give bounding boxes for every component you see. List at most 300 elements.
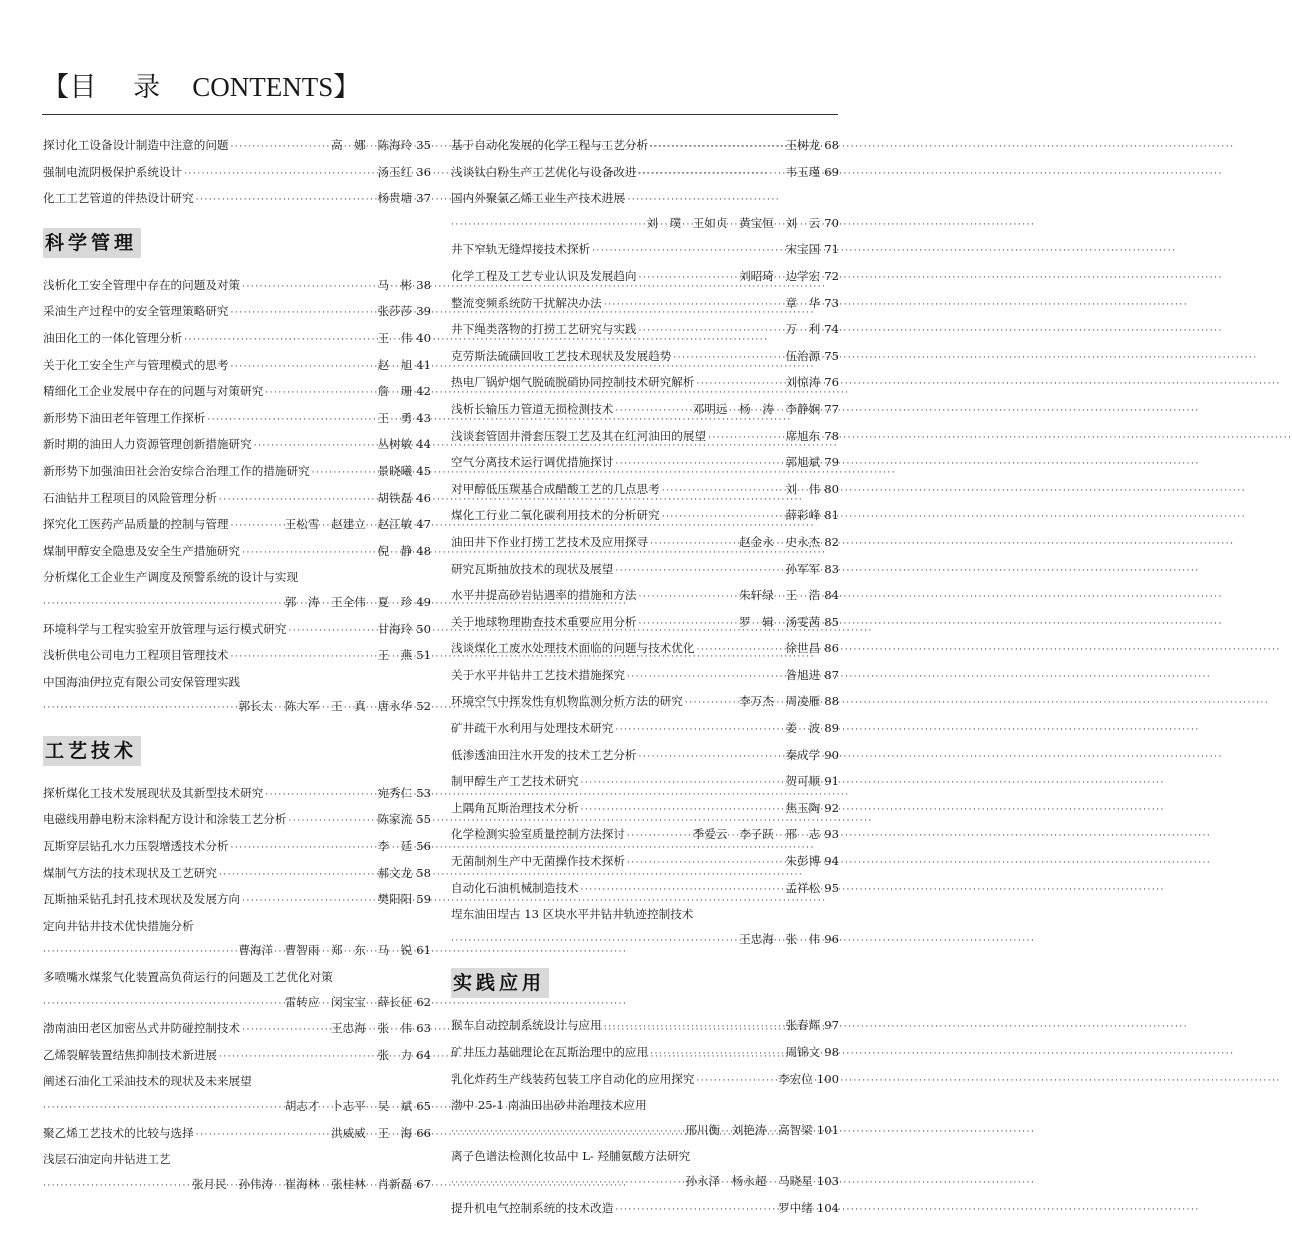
entry-title: 瓦斯穿层钻孔水力压裂增透技术分析	[43, 839, 229, 854]
section-heading: 工艺技术	[43, 736, 141, 766]
entry-authors: 郭旭斌	[785, 455, 821, 470]
entry-page-number: 49	[416, 594, 431, 609]
entry-page-number: 71	[824, 242, 839, 257]
entry-authors: 宋宝国	[785, 242, 821, 257]
toc-entry[interactable]	[43, 617, 431, 644]
entry-authors: 赵 旭	[377, 357, 413, 372]
leader-dots	[184, 328, 375, 353]
entry-title: 无菌制剂生产中无菌操作技术探析	[451, 854, 625, 869]
toc-entry[interactable]	[451, 291, 839, 318]
entry-page-number: 89	[824, 721, 839, 736]
leader-dots	[196, 188, 376, 213]
toc-entry[interactable]	[43, 539, 431, 566]
toc-entry[interactable]	[43, 406, 431, 433]
entry-authors: 王树龙	[785, 138, 821, 152]
entry-title: 浅析长输压力管道无损检测技术	[451, 401, 614, 416]
entry-title: 煤化工行业二氧化碳利用技术的分析研究	[451, 508, 660, 523]
toc-entry[interactable]	[451, 876, 839, 903]
toc-entry[interactable]	[451, 211, 839, 238]
entry-authors: 罗中绪	[778, 1200, 813, 1215]
entry-title: 低渗透油田注水开发的技术工艺分析	[451, 747, 637, 762]
entry-title: 石油钻井工程项目的风险管理分析	[43, 490, 217, 505]
entry-authors: 胡铁磊	[377, 490, 413, 505]
toc-entry[interactable]	[43, 379, 431, 406]
entry-page-number: 90	[824, 747, 839, 762]
entry-page-number: 62	[416, 994, 431, 1009]
toc-entry[interactable]	[43, 807, 431, 834]
toc-entry[interactable]	[451, 636, 839, 663]
header-bracket-close: 】	[333, 72, 361, 103]
entry-title: 关于化工安全生产与管理模式的思考	[43, 357, 229, 372]
toc-entry[interactable]	[43, 1172, 431, 1199]
toc-entry[interactable]	[43, 914, 431, 939]
entry-title: 新形势下加强油田社会治安综合治理工作的措施研究	[43, 463, 310, 478]
toc-entry[interactable]	[43, 1094, 431, 1121]
entry-page-number: 41	[416, 357, 431, 372]
entry-authors: 李宏位	[778, 1071, 813, 1086]
toc-entry[interactable]	[451, 743, 839, 770]
entry-authors: 王忠海 张 伟	[739, 931, 821, 946]
toc-entry[interactable]	[451, 237, 839, 264]
leader-dots	[196, 1123, 329, 1148]
leader-dots	[43, 592, 283, 617]
entry-page-number: 53	[416, 785, 431, 800]
entry-page-number: 84	[824, 588, 839, 603]
entry-authors: 席旭东	[785, 428, 821, 443]
toc-entry[interactable]	[451, 1144, 839, 1169]
toc-entry[interactable]	[43, 1121, 431, 1148]
leader-dots	[650, 135, 783, 160]
entry-page-number: 45	[416, 463, 431, 478]
toc-entry[interactable]	[43, 834, 431, 861]
toc-entry[interactable]	[451, 849, 839, 876]
entry-authors: 洪威威 王 海	[331, 1125, 413, 1140]
leader-dots	[451, 1171, 683, 1196]
entry-page-number: 75	[824, 348, 839, 363]
entry-authors: 刘 璞 王如贞 黄宝恒 刘 云	[646, 215, 821, 230]
entry-page-number: 83	[824, 561, 839, 576]
leader-dots	[265, 783, 375, 808]
toc-entry[interactable]	[451, 1067, 839, 1094]
entry-title: 中国海油伊拉克有限公司安保管理实践	[43, 674, 241, 689]
entry-page-number: 98	[824, 1045, 839, 1059]
leader-dots	[604, 293, 784, 318]
toc-header	[42, 70, 842, 105]
entry-authors: 丛树敏	[377, 437, 413, 452]
leader-dots	[231, 355, 376, 380]
entry-authors: 郭长太 陈大军 王 真 唐永华	[238, 699, 413, 714]
entry-page-number: 96	[824, 931, 839, 946]
toc-entry[interactable]	[451, 503, 839, 530]
entry-page-number: 52	[416, 699, 431, 714]
entry-page-number: 93	[824, 827, 839, 842]
leader-dots	[219, 488, 376, 513]
toc-entry[interactable]	[43, 938, 431, 965]
leader-dots	[312, 461, 376, 486]
leader-dots	[639, 745, 784, 770]
toc-entry[interactable]	[43, 565, 431, 590]
entry-authors: 李 廷	[377, 839, 413, 854]
entry-title: 分析煤化工企业生产调度及预警系统的设计与实现	[43, 570, 299, 585]
toc-entry[interactable]	[451, 583, 839, 610]
entry-title: 探析煤化工技术发展现状及其新型技术研究	[43, 785, 264, 800]
leader-dots	[231, 301, 376, 326]
entry-title: 井下窄轨无缝焊接技术探析	[451, 242, 591, 257]
entry-title: 关于水平井钻井工艺技术措施探究	[451, 667, 625, 682]
entry-authors: 甘海玲	[377, 621, 413, 636]
entry-title: 浅析供电公司电力工程项目管理技术	[43, 648, 229, 663]
toc-entry[interactable]	[451, 160, 839, 187]
leader-dots	[662, 479, 784, 504]
entry-page-number: 72	[824, 268, 839, 283]
leader-dots	[231, 645, 376, 670]
leader-dots	[207, 408, 375, 433]
toc-entry[interactable]	[451, 477, 839, 504]
entry-title: 强制电流阴极保护系统设计	[43, 164, 183, 179]
toc-entry[interactable]	[43, 459, 431, 486]
entry-authors: 张春辉	[785, 1018, 821, 1033]
toc-entry[interactable]	[43, 186, 431, 213]
leader-dots	[662, 505, 784, 530]
leader-dots	[708, 426, 783, 451]
entry-title: 探讨化工设备设计制造中注意的问题	[43, 138, 229, 152]
entry-title: 煤制气方法的技术现状及工艺研究	[43, 865, 217, 880]
leader-dots	[242, 889, 375, 914]
entry-title: 浅谈煤化工废水处理技术面临的问题与技术优化	[451, 641, 695, 656]
leader-dots	[627, 824, 691, 849]
leader-dots	[43, 940, 236, 965]
toc-entry[interactable]	[43, 133, 431, 160]
toc-entry[interactable]	[43, 670, 431, 695]
entry-title: 制甲醇生产工艺技术研究	[451, 774, 579, 789]
toc-entry[interactable]	[451, 689, 839, 716]
entry-authors: 章 华	[785, 295, 821, 310]
entry-title: 新形势下油田老年管理工作探析	[43, 410, 206, 425]
entry-authors: 刘惊涛	[785, 375, 821, 390]
entry-authors: 韦玉瑾	[785, 164, 821, 179]
toc-entry[interactable]	[43, 512, 431, 539]
toc-entry[interactable]	[451, 370, 839, 397]
leader-dots	[265, 381, 375, 406]
toc-entry[interactable]	[451, 557, 839, 584]
leader-dots	[231, 514, 283, 539]
toc-entry[interactable]	[451, 822, 839, 849]
entry-authors: 马 彬	[377, 277, 413, 292]
entry-title: 离子色谱法检测化妆品中 L- 羟脯氨酸方法研究	[451, 1149, 691, 1164]
entry-title: 油田化工的一体化管理分析	[43, 330, 183, 345]
leader-dots	[451, 1120, 683, 1145]
entry-title: 化学检测实验室质量控制方法探讨	[451, 827, 625, 842]
entry-page-number: 46	[416, 490, 431, 505]
toc-entry[interactable]	[451, 1196, 839, 1223]
entry-page-number: 58	[416, 865, 431, 880]
entry-authors: 刘 伟	[785, 481, 821, 496]
entry-title: 矿井压力基础理论在瓦斯治理中的应用	[451, 1045, 649, 1059]
leader-dots	[639, 162, 784, 187]
entry-authors: 徐世昌	[785, 641, 821, 656]
entry-authors: 孟祥松	[785, 880, 821, 895]
entry-page-number: 81	[824, 508, 839, 523]
entry-authors: 宛秀仁	[377, 785, 413, 800]
leader-dots	[696, 1069, 776, 1094]
entry-authors: 周锦文	[785, 1045, 821, 1059]
toc-entry[interactable]	[43, 887, 431, 914]
entry-title: 环境空气中挥发性有机物监测分析方法的研究	[451, 694, 683, 709]
entry-page-number: 78	[824, 428, 839, 443]
entry-authors: 王忠海 张 伟	[331, 1021, 413, 1036]
entry-title: 定向井钻井技术优快措施分析	[43, 918, 194, 933]
leader-dots	[615, 399, 690, 424]
entry-page-number: 59	[416, 892, 431, 907]
entry-authors: 樊阳阳	[377, 892, 413, 907]
entry-page-number: 101	[816, 1122, 839, 1137]
leader-dots	[639, 585, 738, 610]
entry-title: 矿井疏干水利用与处理技术研究	[451, 721, 614, 736]
entry-title: 瓦斯抽采钻孔封孔技术现状及发展方向	[43, 892, 241, 907]
leader-dots	[604, 1015, 784, 1040]
entry-page-number: 67	[416, 1176, 431, 1191]
toc-entry[interactable]	[451, 716, 839, 743]
header-bracket-open: 【	[42, 72, 70, 103]
toc-entry[interactable]	[43, 1043, 431, 1070]
entry-authors: 倪 静	[377, 543, 413, 558]
header-title-en: CONTENTS	[192, 72, 334, 102]
leader-dots	[627, 665, 784, 690]
toc-entry[interactable]	[451, 530, 839, 557]
entry-authors: 罗 辑 汤雯茜	[739, 614, 821, 629]
entry-authors: 邢川衡 刘艳涛 高智梁	[685, 1122, 813, 1137]
toc-entry[interactable]	[43, 781, 431, 808]
toc-entry[interactable]	[43, 353, 431, 380]
toc-entry[interactable]	[451, 796, 839, 823]
entry-page-number: 42	[416, 384, 431, 399]
toc-entry[interactable]	[451, 1169, 839, 1196]
entry-authors: 王松雪 赵建立 赵江敏	[284, 517, 413, 532]
entry-page-number: 82	[824, 534, 839, 549]
leader-dots	[184, 162, 375, 187]
toc-entry[interactable]	[451, 1013, 839, 1040]
leader-dots	[639, 266, 738, 291]
entry-title: 精细化工企业发展中存在的问题与对策研究	[43, 384, 264, 399]
leader-dots	[615, 452, 783, 477]
entry-authors: 焦玉陶	[785, 800, 821, 815]
entry-title: 渤中 25-1 南油田出砂井治理技术应用	[451, 1098, 647, 1113]
entry-authors: 雷转应 闵宝宝 薛长征	[284, 994, 413, 1009]
entry-title: 乳化炸药生产线装药包装工序自动化的应用探究	[451, 1071, 695, 1086]
entry-authors: 张月民 孙伟涛 崔海林 张桂林 肖新磊	[191, 1176, 413, 1191]
toc-entry[interactable]	[43, 861, 431, 888]
toc-entry[interactable]	[451, 663, 839, 690]
entry-page-number: 73	[824, 295, 839, 310]
leader-dots	[581, 771, 784, 796]
entry-page-number: 76	[824, 375, 839, 390]
toc-entry[interactable]	[43, 1147, 431, 1172]
entry-page-number: 92	[824, 800, 839, 815]
entry-title: 井下绳类落物的打捞工艺研究与实践	[451, 322, 637, 337]
entry-authors: 王 伟	[377, 330, 413, 345]
entry-authors: 陈家流	[377, 812, 413, 827]
toc-entry[interactable]	[451, 610, 839, 637]
leader-dots	[650, 1042, 783, 1067]
toc-entry[interactable]	[451, 450, 839, 477]
entry-title: 关于地球物理勘查技术重要应用分析	[451, 614, 637, 629]
entry-page-number: 56	[416, 839, 431, 854]
leader-dots	[650, 532, 737, 557]
toc-entry[interactable]	[451, 186, 839, 211]
entry-authors: 张莎莎	[377, 304, 413, 319]
entry-title: 上隅角瓦斯治理技术分析	[451, 800, 579, 815]
leader-dots	[288, 809, 375, 834]
toc-entry[interactable]	[43, 990, 431, 1017]
entry-page-number: 70	[824, 215, 839, 230]
entry-title: 乙烯裂解装置结焦抑制技术新进展	[43, 1047, 217, 1062]
toc-left-column	[43, 133, 431, 1198]
toc-entry[interactable]	[43, 486, 431, 513]
toc-entry[interactable]	[451, 1093, 839, 1118]
entry-authors: 汤玉红	[377, 164, 413, 179]
entry-page-number: 51	[416, 648, 431, 663]
entry-authors: 王 勇	[377, 410, 413, 425]
entry-title: 国内外聚氯乙烯工业生产技术进展	[451, 191, 625, 206]
leader-dots	[615, 1198, 776, 1223]
leader-dots	[451, 929, 737, 954]
header-rule	[42, 114, 838, 115]
entry-title: 克劳斯法硫磺回收工艺技术现状及发展趋势	[451, 348, 672, 363]
entry-authors: 郭 涛 王全伟 夏 珍	[284, 594, 413, 609]
leader-dots	[231, 135, 330, 160]
entry-title: 浅层石油定向井钻进工艺	[43, 1152, 171, 1167]
entry-page-number: 55	[416, 812, 431, 827]
header-title-zh: 目 录	[69, 72, 175, 103]
entry-authors: 邓明远 杨 涛 李静娴	[692, 401, 821, 416]
leader-dots	[627, 851, 784, 876]
leader-dots	[254, 434, 376, 459]
entry-page-number: 50	[416, 621, 431, 636]
entry-page-number: 97	[824, 1018, 839, 1033]
toc-entry[interactable]	[43, 273, 431, 300]
entry-authors: 郝文龙	[377, 865, 413, 880]
toc-entry[interactable]	[451, 769, 839, 796]
entry-authors: 孙军军	[785, 561, 821, 576]
entry-page-number: 91	[824, 774, 839, 789]
toc-entry[interactable]	[451, 1118, 839, 1145]
entry-page-number: 63	[416, 1021, 431, 1036]
entry-title: 自动化石油机械制造技术	[451, 880, 579, 895]
entry-page-number: 100	[816, 1071, 839, 1086]
toc-entry[interactable]	[43, 1069, 431, 1094]
entry-title: 渤南油田老区加密丛式井防碰控制技术	[43, 1021, 241, 1036]
entry-page-number: 36	[416, 164, 431, 179]
leader-dots	[696, 372, 783, 397]
entry-authors: 赵金永 史永杰	[739, 534, 821, 549]
entry-title: 化工工艺管道的伴热设计研究	[43, 191, 194, 206]
entry-page-number: 87	[824, 667, 839, 682]
leader-dots	[685, 691, 737, 716]
entry-title: 化学工程及工艺专业认识及发展趋向	[451, 268, 637, 283]
entry-authors: 朱轩绿 王 浩	[739, 588, 821, 603]
toc-entry[interactable]	[43, 965, 431, 990]
entry-title: 浅谈套管固井滑套压裂工艺及其在红河油田的展望	[451, 428, 707, 443]
toc-entry[interactable]	[451, 902, 839, 927]
entry-page-number: 74	[824, 322, 839, 337]
entry-page-number: 88	[824, 694, 839, 709]
leader-dots	[43, 1096, 283, 1121]
section-heading: 实践应用	[451, 968, 549, 998]
toc-entry[interactable]	[43, 299, 431, 326]
entry-title: 提升机电气控制系统的技术改造	[451, 1200, 614, 1215]
entry-authors: 朱彭博	[785, 854, 821, 869]
entry-page-number: 77	[824, 401, 839, 416]
entry-page-number: 61	[416, 943, 431, 958]
entry-title: 浅谈钛白粉生产工艺优化与设备改进	[451, 164, 637, 179]
entry-authors: 季爱云 李子跃 邢 志	[692, 827, 821, 842]
entry-page-number: 35	[416, 138, 431, 152]
toc-entry[interactable]	[43, 694, 431, 721]
leader-dots	[581, 798, 784, 823]
entry-authors: 伍治源	[785, 348, 821, 363]
toc-entry[interactable]	[43, 326, 431, 353]
leader-dots	[639, 319, 784, 344]
entry-page-number: 104	[816, 1200, 839, 1215]
toc-entry[interactable]	[451, 264, 839, 291]
leader-dots	[615, 559, 783, 584]
entry-authors: 曹海洋 曹智雨 郑 东 马 锐	[238, 943, 413, 958]
toc-entry[interactable]	[451, 424, 839, 451]
entry-authors: 刘昭琦 边学宏	[739, 268, 821, 283]
leader-dots	[581, 878, 784, 903]
entry-title: 新时期的油田人力资源管理创新措施研究	[43, 437, 252, 452]
leader-dots	[639, 612, 738, 637]
toc-entry[interactable]	[451, 1040, 839, 1067]
leader-dots	[219, 863, 376, 888]
entry-title: 埕东油田埕古 13 区块水平井钻井轨迹控制技术	[451, 907, 694, 922]
entry-authors: 孙永泽 杨永超 马晓星	[685, 1173, 813, 1188]
leader-dots	[696, 638, 783, 663]
entry-page-number: 66	[416, 1125, 431, 1140]
leader-dots	[231, 836, 376, 861]
entry-page-number: 69	[824, 164, 839, 179]
toc-entry[interactable]	[451, 344, 839, 371]
toc-entry[interactable]	[43, 432, 431, 459]
toc-entry[interactable]	[451, 927, 839, 954]
entry-title: 研究瓦斯抽放技术的现状及展望	[451, 561, 614, 576]
entry-authors: 张 力	[377, 1047, 413, 1062]
toc-entry[interactable]	[43, 1016, 431, 1043]
toc-entry[interactable]	[43, 160, 431, 187]
leader-dots	[219, 1045, 376, 1070]
entry-page-number: 38	[416, 277, 431, 292]
section-heading: 科学管理	[43, 228, 141, 258]
leader-dots	[43, 992, 283, 1017]
entry-authors: 李万杰 周凌雁	[739, 694, 821, 709]
entry-page-number: 40	[416, 330, 431, 345]
entry-title: 阐述石油化工采油技术的现状及未来展望	[43, 1074, 252, 1089]
toc-entry[interactable]	[43, 590, 431, 617]
entry-title: 整流变频系统防干扰解决办法	[451, 295, 602, 310]
section-heading-wrap	[43, 721, 431, 781]
toc-entry[interactable]	[451, 397, 839, 424]
entry-page-number: 64	[416, 1047, 431, 1062]
toc-entry[interactable]	[451, 317, 839, 344]
entry-page-number: 65	[416, 1099, 431, 1113]
entry-authors: 詹 珊	[377, 384, 413, 399]
leader-dots	[43, 1174, 190, 1199]
entry-page-number: 43	[416, 410, 431, 425]
toc-entry[interactable]	[451, 133, 839, 160]
toc-entry[interactable]	[43, 643, 431, 670]
entry-title: 环境科学与工程实验室开放管理与运行模式研究	[43, 621, 287, 636]
entry-title: 热电厂锅炉烟气脱硫脱硝协同控制技术研究解析	[451, 375, 695, 390]
